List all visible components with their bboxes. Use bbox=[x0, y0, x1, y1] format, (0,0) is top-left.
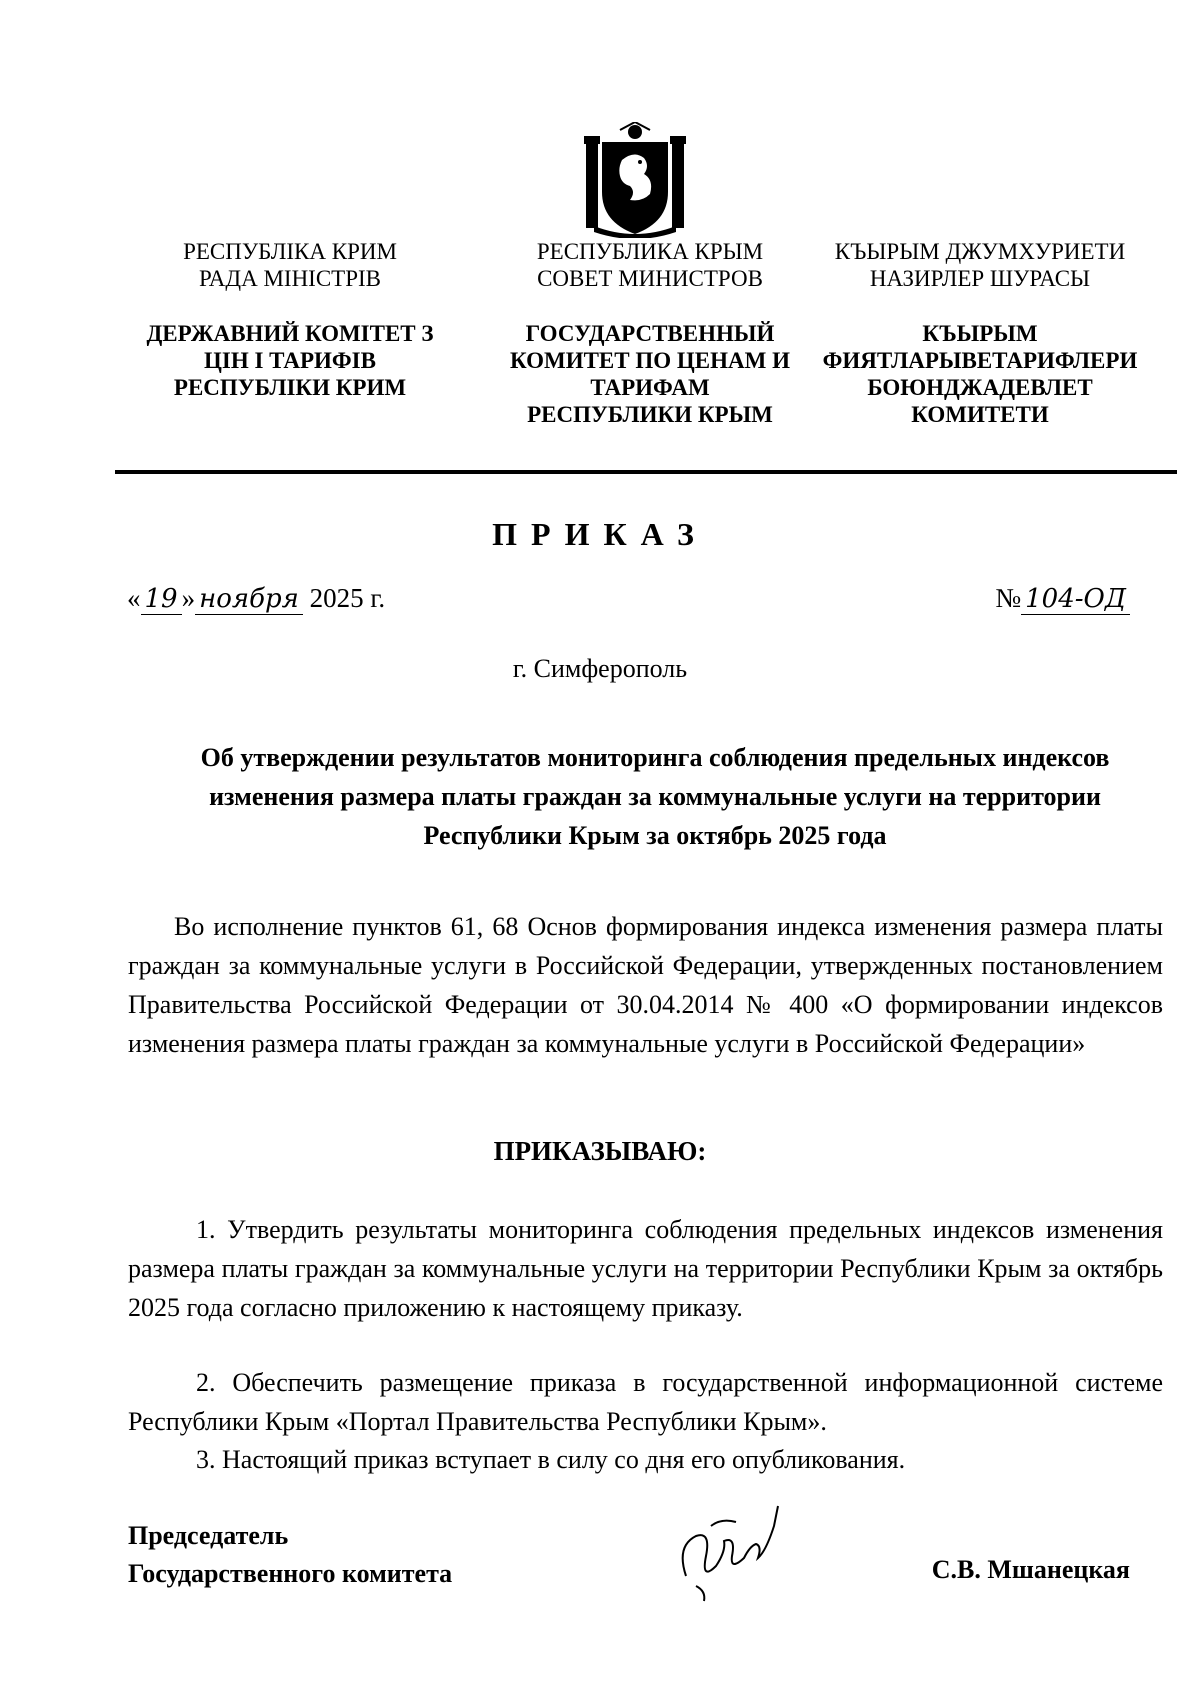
order-item: 1. Утвердить результаты мониторинга соблюдения предельных индексов изменения размера платы граждан за коммунальные услуги на территории Республики Крым за октябрь 2025 года согласно приложению к настоящему приказу. bbox=[128, 1215, 1163, 1322]
signatory-title-line: Государственного комитета bbox=[128, 1559, 453, 1588]
order-item: 2. Обеспечить размещение приказа в государственной информационной системе Республики Крым «Портал Правительства Республики Крым». bbox=[128, 1368, 1163, 1436]
header-column-russian bbox=[485, 238, 815, 428]
header-committee-line: РЕСПУБЛІКИ КРИМ bbox=[173, 375, 407, 400]
header-committee-line: ЦІН І ТАРИФІВ bbox=[204, 348, 376, 373]
header-committee-line: ФИЯТЛАРЫВЕТАРИФЛЕРИ bbox=[822, 348, 1138, 373]
date-day: 19 bbox=[141, 584, 182, 615]
header-committee bbox=[130, 320, 450, 401]
crimea-coat-of-arms-icon bbox=[584, 122, 686, 238]
signatory-name: С.В. Мшанецкая bbox=[931, 1555, 1130, 1584]
header-republic: РЕСПУБЛИКА КРЫМ bbox=[536, 239, 764, 264]
header-republic: КЪЫРЫМ ДЖУМХУРИЕТИ bbox=[834, 239, 1126, 264]
header-column-crimean-tatar bbox=[815, 238, 1145, 428]
number-prefix: № bbox=[995, 583, 1022, 613]
handwritten-signature bbox=[666, 1496, 796, 1606]
header-republic: РЕСПУБЛІКА КРИМ bbox=[183, 239, 397, 264]
header-committee-line: ГОСУДАРСТВЕННЫЙ bbox=[525, 321, 775, 346]
header-column-ukrainian bbox=[130, 238, 450, 401]
header-committee-line: КОМИТЕТИ bbox=[911, 402, 1049, 427]
header-committee-line: ДЕРЖАВНИЙ КОМІТЕТ З bbox=[146, 321, 434, 346]
preamble: Во исполнение пунктов 61, 68 Основ формирования индекса изменения размера платы граждан за коммунальные услуги в Российской Федерации, утвержденных постановлением Правительства Российской Федерации от 30.04.2014 № 400 «О формировании индексов изменения размера платы граждан за коммунальные услуги в Российской Федерации» bbox=[128, 912, 1163, 1058]
signatory-title-line: Председатель bbox=[128, 1521, 289, 1550]
order-word: ПРИКАЗЫВАЮ: bbox=[493, 1136, 707, 1166]
city: г. Симферополь bbox=[512, 654, 688, 683]
date-quote-close: » bbox=[181, 583, 196, 613]
date-quote-open: « bbox=[127, 583, 141, 613]
header-committee-line: ТАРИФАМ bbox=[590, 375, 710, 400]
header-council: СОВЕТ МИНИСТРОВ bbox=[537, 266, 763, 291]
header-committee-line: РЕСПУБЛИКИ КРЫМ bbox=[527, 402, 773, 427]
header-committee bbox=[815, 320, 1145, 428]
order-item: 3. Настоящий приказ вступает в силу со дня его опубликования. bbox=[196, 1445, 906, 1474]
header-council: РАДА МІНІСТРІВ bbox=[198, 266, 382, 291]
header-committee-line: БОЮНДЖАДЕВЛЕТ bbox=[867, 375, 1093, 400]
header-committee-line: КОМИТЕТ ПО ЦЕНАМ И bbox=[510, 348, 790, 373]
order-date bbox=[127, 583, 385, 615]
date-month: ноября bbox=[195, 584, 303, 615]
order-number bbox=[995, 583, 1130, 615]
header-committee bbox=[485, 320, 815, 428]
header-council: НАЗИРЛЕР ШУРАСЫ bbox=[869, 266, 1091, 291]
number-value: 104-ОД bbox=[1021, 584, 1130, 615]
document-title: ПРИКАЗ bbox=[492, 516, 708, 552]
header-divider bbox=[115, 470, 1177, 474]
order-subject: Об утверждении результатов мониторинга соблюдения предельных индексов изменения размера платы граждан за коммунальные услуги на территории Республики Крым за октябрь 2025 года bbox=[200, 743, 1110, 850]
date-year: 2025 г. bbox=[309, 583, 386, 613]
signatory-title bbox=[128, 1517, 452, 1593]
header-committee-line: КЪЫРЫМ bbox=[922, 321, 1038, 346]
